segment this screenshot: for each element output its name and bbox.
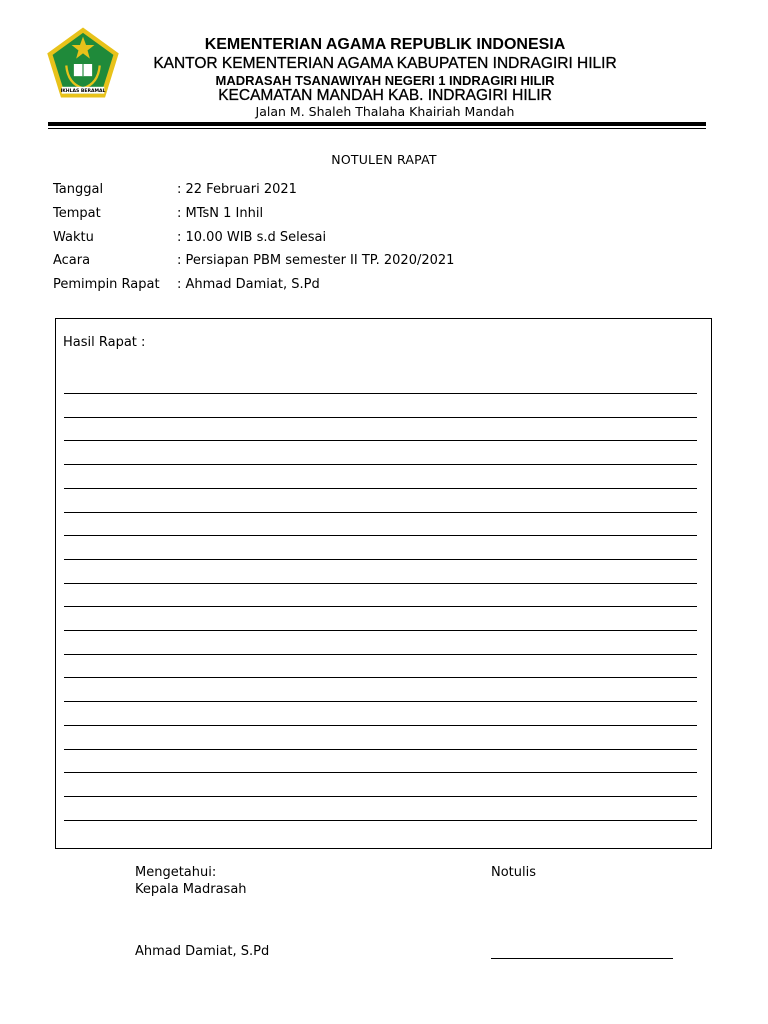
blank-line: [64, 677, 697, 678]
info-value: : Persiapan PBM semester II TP. 2020/2021: [177, 253, 455, 269]
blank-line: [64, 796, 697, 797]
blank-line: [64, 464, 697, 465]
kemenag-logo: [44, 26, 122, 102]
secretary-signature-line: [491, 958, 673, 959]
blank-line: [64, 488, 697, 489]
school-name: MADRASAH TSANAWIYAH NEGERI 1 INDRAGIRI HILIR: [215, 73, 555, 88]
head-name: Ahmad Damiat, S.Pd: [135, 944, 270, 959]
info-label: Acara: [53, 253, 91, 269]
blank-line: [64, 701, 697, 702]
meeting-results-box: [55, 318, 712, 849]
info-value: : MTsN 1 Inhil: [177, 205, 264, 221]
blank-line: [64, 583, 697, 584]
office-name: KANTOR KEMENTERIAN AGAMA KABUPATEN INDRAGIRI HILIR: [153, 55, 617, 72]
blank-line: [64, 393, 697, 394]
info-label: Waktu: [53, 229, 94, 245]
letterhead-divider-thin: [48, 128, 706, 129]
info-value: : 22 Februari 2021: [177, 182, 297, 197]
info-value: : Ahmad Damiat, S.Pd: [177, 277, 320, 292]
blank-line: [64, 535, 697, 536]
ministry-name: KEMENTERIAN AGAMA REPUBLIK INDONESIA: [204, 36, 566, 53]
head-position: Kepala Madrasah: [135, 882, 247, 897]
blank-line: [64, 417, 697, 418]
info-label: Tempat: [53, 205, 101, 221]
blank-line: [64, 772, 697, 773]
district-name: KECAMATAN MANDAH KAB. INDRAGIRI HILIR: [218, 87, 552, 104]
blank-line: [64, 749, 697, 750]
document-title: NOTULEN RAPAT: [331, 152, 437, 167]
logo-motto: IKHLAS BERAMAL: [60, 89, 106, 95]
acknowledge-label: Mengetahui:: [135, 865, 217, 880]
blank-line: [64, 512, 697, 513]
blank-line: [64, 606, 697, 607]
info-value: : 10.00 WIB s.d Selesai: [177, 229, 327, 245]
secretary-label: Notulis: [491, 865, 537, 880]
blank-line: [64, 820, 697, 821]
blank-line: [64, 654, 697, 655]
blank-line: [64, 725, 697, 726]
info-label: Tanggal: [53, 182, 104, 197]
blank-line: [64, 559, 697, 560]
blank-line: [64, 630, 697, 631]
letterhead-divider-thick: [48, 122, 706, 126]
school-address: Jalan M. Shaleh Thalaha Khairiah Mandah: [255, 104, 515, 119]
info-label: Pemimpin Rapat: [53, 277, 160, 292]
blank-line: [64, 440, 697, 441]
results-label: Hasil Rapat :: [63, 335, 146, 350]
